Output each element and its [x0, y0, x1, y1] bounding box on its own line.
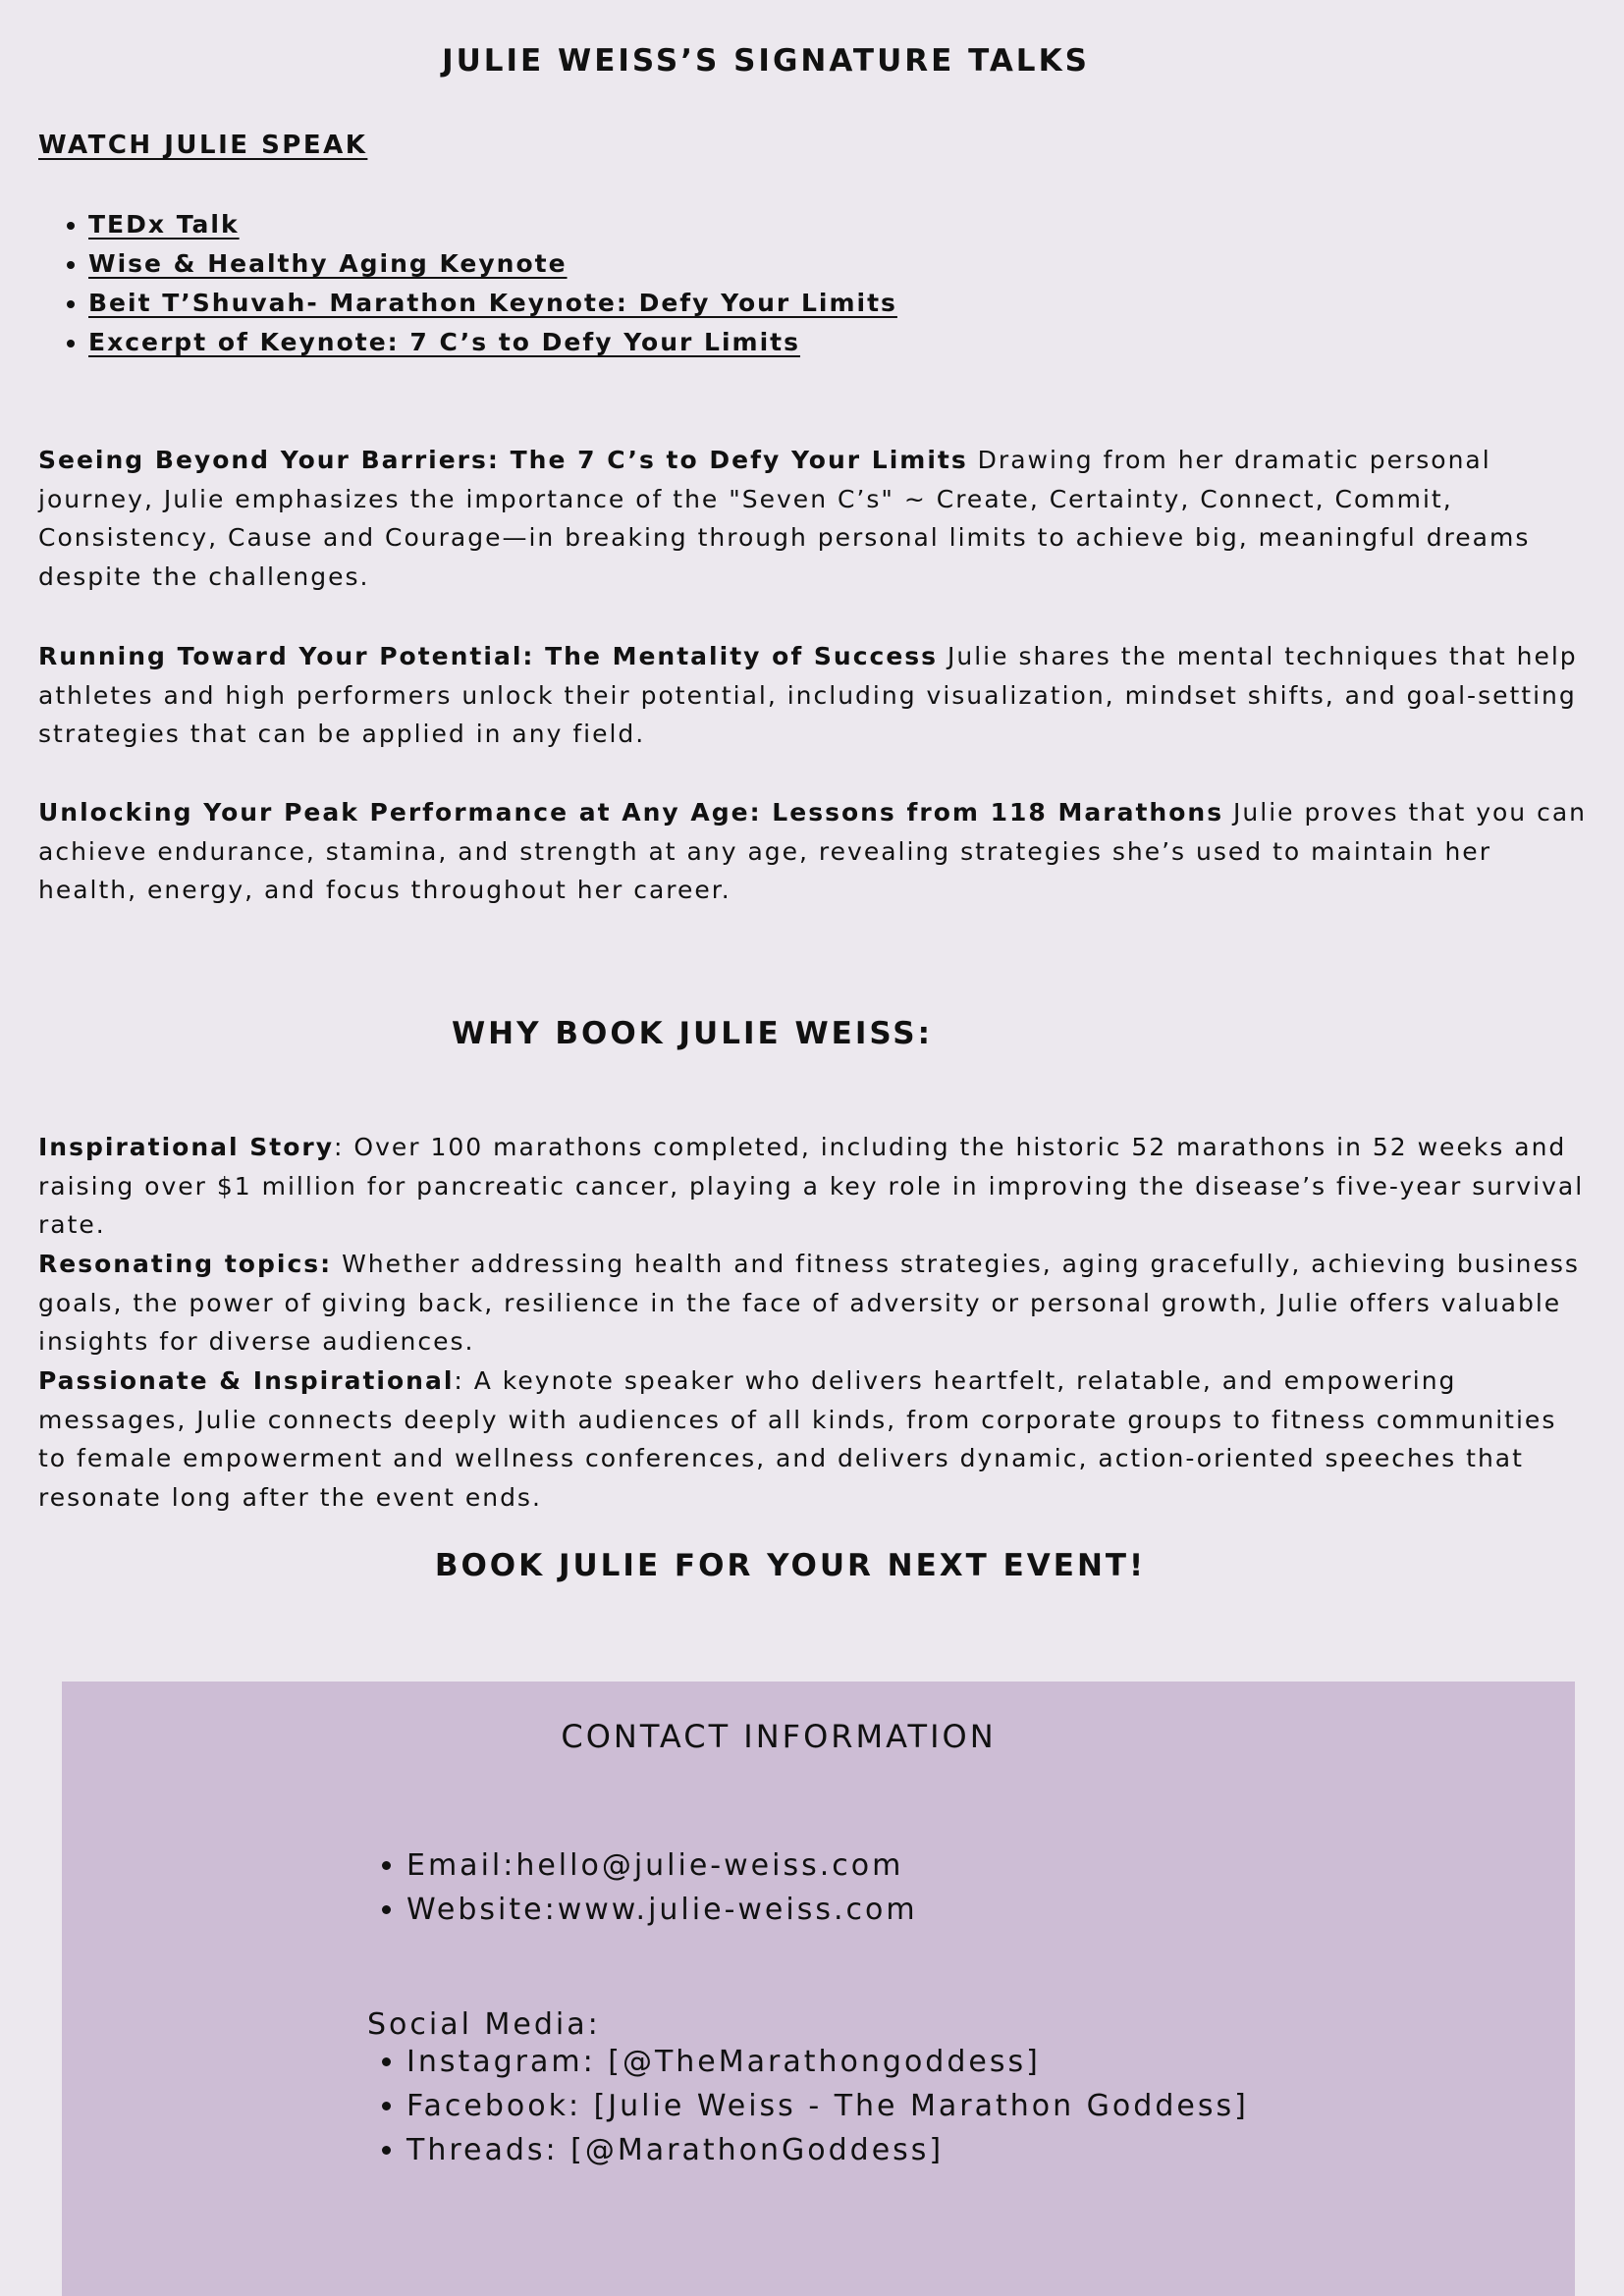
talk-title: Unlocking Your Peak Performance at Any Age: Lessons from 118 Marathons: [38, 798, 1224, 827]
contact-list: [367, 1843, 918, 1932]
talk-body: Julie proves that you can achieve endurance, stamina, and strength at any age, revealing strategies she’s used to maintain her health, energy, and focus throughout her career.: [38, 798, 1588, 904]
list-item: [88, 205, 897, 244]
beit-tshuvah-keynote-link[interactable]: Beit T’Shuvah- Marathon Keynote: Defy Your Limits: [88, 289, 897, 317]
threads-item[interactable]: • Threads: [@MarathonGoddess]: [406, 2128, 1249, 2172]
why-item: [38, 1362, 1590, 1517]
contact-heading: CONTACT INFORMATION: [561, 1718, 997, 1755]
list-item: [88, 284, 897, 323]
talk-description: [38, 441, 1590, 596]
talk-title: Running Toward Your Potential: The Mentality of Success: [38, 642, 939, 670]
healthy-aging-keynote-link[interactable]: Wise & Healthy Aging Keynote: [88, 249, 568, 278]
talk-description: [38, 793, 1590, 910]
social-media-list: [367, 2040, 1249, 2172]
why-item-label: Inspirational Story: [38, 1133, 335, 1161]
book-cta-heading: BOOK JULIE FOR YOUR NEXT EVENT!: [434, 1548, 1147, 1583]
talk-description: [38, 637, 1590, 754]
website-item[interactable]: • Website:www.julie-weiss.com: [406, 1888, 918, 1932]
watch-heading: WATCH JULIE SPEAK: [38, 131, 368, 160]
video-links-list: [49, 205, 897, 362]
page-title: JULIE WEISS’S SIGNATURE TALKS: [442, 43, 1090, 79]
talk-title: Seeing Beyond Your Barriers: The 7 C’s to Defy Your Limits: [38, 446, 968, 474]
talk-body: Drawing from her dramatic personal journey, Julie emphasizes the importance of the "Seven C’s" ~ Create, Certainty, Connect, Commit, Consistency, Cause and Courage—in breaking through personal limits to achieve big, meaningful dreams despite the challenges.: [38, 446, 1531, 591]
why-item-label: Resonating topics:: [38, 1250, 333, 1278]
why-item: [38, 1245, 1590, 1362]
facebook-item[interactable]: • Facebook: [Julie Weiss - The Marathon Goddess]: [406, 2084, 1249, 2128]
why-book-heading: WHY BOOK JULIE WEISS:: [451, 1016, 934, 1051]
keynote-excerpt-link[interactable]: Excerpt of Keynote: 7 C’s to Defy Your Limits: [88, 328, 800, 356]
why-item-label: Passionate & Inspirational: [38, 1366, 455, 1395]
tedx-talk-link[interactable]: TEDx Talk: [88, 210, 240, 239]
why-item-text: : A keynote speaker who delivers heartfelt, relatable, and empowering messages, Julie connects deeply with audiences of all kinds, from corporate groups to fitness communities to female empowerment and wellness conferences, and delivers dynamic, action-oriented speeches that resonate long after the event ends.: [38, 1366, 1557, 1512]
why-item-text: : Over 100 marathons completed, including the historic 52 marathons in 52 weeks and raising over $1 million for pancreatic cancer, playing a key role in improving the disease’s five-year survival rate.: [38, 1133, 1585, 1239]
list-item: [88, 323, 897, 362]
list-item: [88, 244, 897, 284]
why-item: [38, 1128, 1590, 1245]
contact-section: [62, 1682, 1575, 2296]
instagram-item[interactable]: • Instagram: [@TheMarathongoddess]: [406, 2040, 1249, 2084]
why-item-text: Whether addressing health and fitness strategies, aging gracefully, achieving business goals, the power of giving back, resilience in the face of adversity or personal growth, Julie offers valuable insights for diverse audiences.: [38, 1250, 1580, 1356]
social-media-label: Social Media:: [367, 2007, 601, 2042]
talk-body: Julie shares the mental techniques that help athletes and high performers unlock their potential, including visualization, mindset shifts, and goal-setting strategies that can be applied in any field.: [38, 642, 1578, 748]
email-item[interactable]: • Email:hello@julie-weiss.com: [406, 1843, 918, 1888]
